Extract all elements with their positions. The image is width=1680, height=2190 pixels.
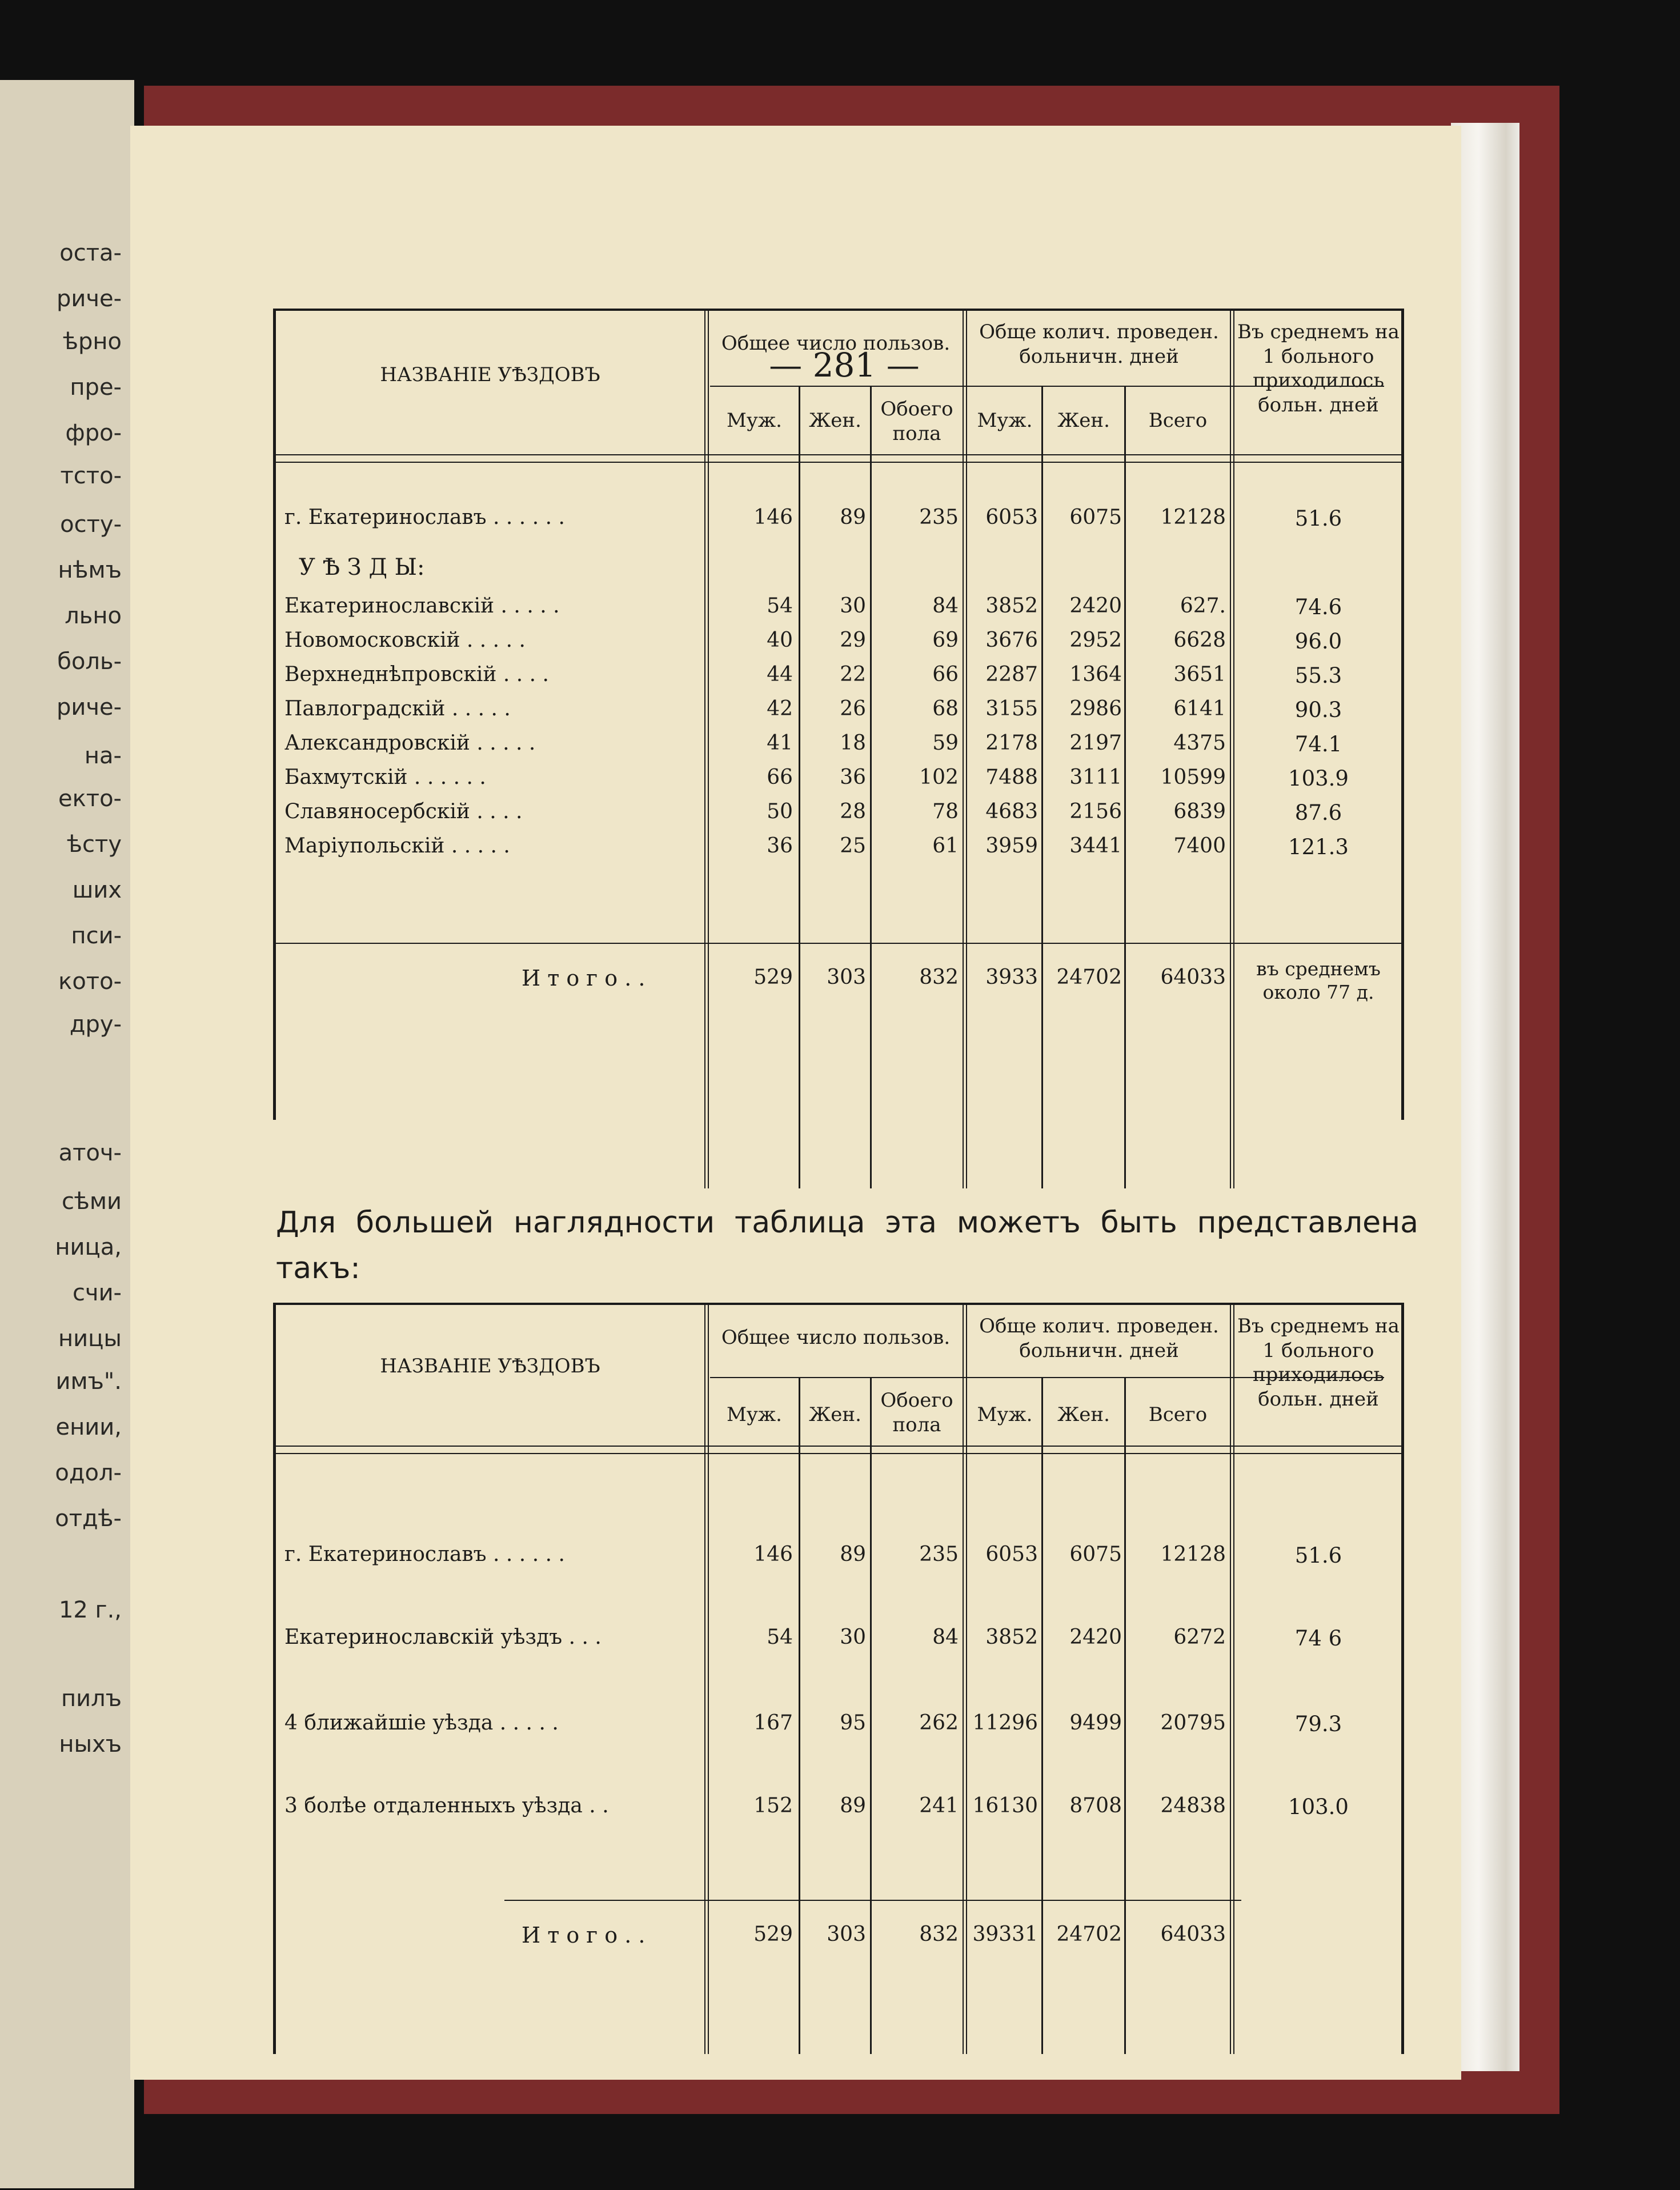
cell-total: 4375 (1173, 731, 1226, 755)
header-men-days: Муж. (977, 409, 1033, 432)
cell-men2: 3959 (985, 834, 1038, 858)
cell-women2: 1364 (1069, 663, 1122, 686)
cell-women: 30 (840, 594, 866, 618)
previous-page-fragment: имъ". (55, 1368, 122, 1395)
previous-page-fragment: оста- (59, 240, 122, 266)
header-bottom-rule-2 (273, 1453, 1404, 1454)
cell-women2: 2952 (1069, 628, 1122, 652)
previous-page-fragment: екто- (58, 786, 122, 812)
cell-avg: 55.3 (1294, 663, 1342, 688)
previous-page-fragment: на- (84, 743, 122, 769)
table-left-border (273, 1303, 276, 2054)
cell-both: 262 (919, 1711, 959, 1735)
cell-men: 66 (767, 766, 793, 789)
row-name: Бахмутскій . . . . . . (284, 766, 486, 789)
cell-men2: 3155 (985, 697, 1038, 720)
cell-men: 40 (767, 628, 793, 652)
cell-women2: 2986 (1069, 697, 1122, 720)
col-divider (1230, 309, 1234, 1188)
total-both: 832 (919, 966, 959, 989)
total-average: въ среднемъ около 77 д. (1256, 958, 1381, 1004)
total-label: И т о г о . . (522, 966, 645, 991)
cell-women2: 2197 (1069, 731, 1122, 755)
row-name: Верхнеднѣпровскій . . . . (284, 663, 549, 686)
cell-avg: 96.0 (1294, 629, 1342, 654)
cell-women: 25 (840, 834, 866, 858)
previous-page-fragment: ѣрно (63, 329, 122, 355)
cell-men: 167 (753, 1711, 793, 1735)
cell-men: 54 (767, 594, 793, 618)
previous-page-fragment: ницы (58, 1326, 122, 1352)
cell-total: 12128 (1160, 506, 1226, 529)
cell-men: 54 (767, 1626, 793, 1649)
cell-avg: 74 6 (1294, 1626, 1342, 1651)
header-total-days: Всего (1148, 409, 1208, 432)
cell-total: 6628 (1173, 628, 1226, 652)
row-name: Александровскій . . . . . (284, 731, 536, 755)
header-bottom-rule (273, 454, 1404, 455)
previous-page-fragment: дру- (69, 1011, 122, 1038)
cell-men: 146 (753, 506, 793, 529)
body-paragraph: Для большей наглядности таблица эта можетъ быть представлена такъ: (276, 1206, 1418, 1286)
previous-page-fragment: пре- (70, 374, 122, 401)
previous-page-fragment: ница, (55, 1234, 122, 1260)
cell-total: 10599 (1160, 766, 1226, 789)
cell-women: 28 (840, 800, 866, 823)
cell-men: 41 (767, 731, 793, 755)
total-men: 529 (753, 1923, 793, 1946)
table-top-rule (273, 309, 1404, 311)
cell-avg: 121.3 (1288, 835, 1349, 859)
cell-women: 89 (840, 1543, 866, 1566)
cell-women: 26 (840, 697, 866, 720)
cell-both: 68 (932, 697, 959, 720)
total-women-days: 24702 (1056, 1923, 1122, 1946)
col-divider (704, 309, 709, 1188)
previous-page-edge (0, 80, 134, 2188)
total-men-days: 3933 (985, 966, 1038, 989)
header-women-days: Жен. (1057, 409, 1110, 432)
header-both: Обоего пола (880, 1389, 953, 1436)
col-divider (963, 1303, 967, 2054)
header-average: Въ среднемъ на 1 больного приходилось больн. дней (1237, 321, 1400, 417)
cell-men2: 3676 (985, 628, 1038, 652)
cell-men2: 4683 (985, 800, 1038, 823)
previous-page-fragment: нѣмъ (58, 557, 122, 583)
header-name: НАЗВАНIЕ УѢЗДОВЪ (380, 363, 600, 386)
total-men-days: 39331 (972, 1923, 1038, 1946)
previous-page-fragment: риче- (56, 286, 122, 312)
previous-page-fragment: пси- (71, 923, 122, 949)
cell-men: 50 (767, 800, 793, 823)
cell-women: 29 (840, 628, 866, 652)
cell-men2: 16130 (972, 1794, 1038, 1817)
header-bottom-rule (273, 1446, 1404, 1447)
cell-men: 152 (753, 1794, 793, 1817)
cell-women: 95 (840, 1711, 866, 1735)
cell-women2: 3111 (1069, 766, 1122, 789)
cell-total: 20795 (1160, 1711, 1226, 1735)
header-group-days: Обще колич. проведен. больничн. дней (979, 1315, 1219, 1362)
total-total-days: 64033 (1160, 1923, 1226, 1946)
table-right-border (1401, 1303, 1404, 2054)
cell-women: 18 (840, 731, 866, 755)
previous-page-fragment: одол- (55, 1460, 122, 1486)
header-women: Жен. (809, 409, 861, 432)
previous-page-fragment: отдѣ- (55, 1506, 122, 1532)
cell-women: 36 (840, 766, 866, 789)
cell-women2: 6075 (1069, 1543, 1122, 1566)
cell-women2: 2156 (1069, 800, 1122, 823)
cell-both: 235 (919, 1543, 959, 1566)
cell-men2: 11296 (972, 1711, 1038, 1735)
header-women: Жен. (809, 1403, 861, 1426)
cell-both: 102 (919, 766, 959, 789)
cell-avg: 79.3 (1294, 1712, 1342, 1736)
cell-both: 84 (932, 1626, 959, 1649)
cell-women: 30 (840, 1626, 866, 1649)
previous-page-fragment: тсто- (60, 463, 122, 489)
cell-avg: 87.6 (1294, 800, 1342, 825)
cell-total: 3651 (1173, 663, 1226, 686)
col-divider (963, 309, 967, 1188)
cell-total: 6839 (1173, 800, 1226, 823)
total-top-rule (504, 1900, 1241, 1901)
header-group-patients: Общее число пользов. (721, 332, 951, 355)
row-name: Новомосковскій . . . . . (284, 628, 526, 652)
total-women: 303 (827, 1923, 866, 1946)
cell-avg: 51.6 (1294, 506, 1342, 531)
cell-women2: 8708 (1069, 1794, 1122, 1817)
previous-page-fragment: боль- (57, 648, 122, 675)
previous-page-fragment: ѣсту (67, 831, 122, 858)
cell-women: 89 (840, 506, 866, 529)
header-women-days: Жен. (1057, 1403, 1110, 1426)
cell-total: 627. (1180, 594, 1226, 618)
section-label: У Ѣ З Д Ы: (299, 554, 425, 580)
cell-men2: 3852 (985, 594, 1038, 618)
statistics-table-2 (264, 1180, 1407, 2054)
cell-men: 146 (753, 1543, 793, 1566)
previous-page-fragment: аточ- (58, 1140, 122, 1166)
previous-page-fragment: ших (72, 877, 122, 903)
cell-both: 241 (919, 1794, 959, 1817)
cell-men2: 3852 (985, 1626, 1038, 1649)
cell-avg: 74.6 (1294, 595, 1342, 619)
book-page (130, 126, 1461, 2080)
previous-page-fragment: счи- (72, 1280, 122, 1306)
header-total-days: Всего (1148, 1403, 1208, 1426)
table-top-rule (273, 1303, 1404, 1305)
total-women: 303 (827, 966, 866, 989)
cell-women2: 2420 (1069, 594, 1122, 618)
total-top-rule (273, 943, 1404, 944)
previous-page-fragment: риче- (56, 694, 122, 720)
cell-both: 84 (932, 594, 959, 618)
previous-page-fragment: льно (65, 603, 122, 629)
row-name: г. Екатеринославъ . . . . . . (284, 506, 565, 529)
header-group-days: Обще колич. проведен. больничн. дней (979, 321, 1219, 368)
cell-women2: 2420 (1069, 1626, 1122, 1649)
total-label: И т о г о . . (522, 1923, 645, 1948)
cell-both: 59 (932, 731, 959, 755)
cell-total: 12128 (1160, 1543, 1226, 1566)
row-name: Екатеринославскій . . . . . (284, 594, 560, 618)
cell-women: 89 (840, 1794, 866, 1817)
row-name: Славяносербскій . . . . (284, 800, 523, 823)
cell-avg: 103.9 (1288, 766, 1349, 791)
statistics-table-1 (264, 309, 1407, 1188)
previous-page-fragment: 12 г., (58, 1597, 122, 1623)
cell-total: 24838 (1160, 1794, 1226, 1817)
previous-page-fragment: кото- (58, 968, 122, 995)
cell-men2: 6053 (985, 506, 1038, 529)
cell-both: 69 (932, 628, 959, 652)
cell-total: 7400 (1173, 834, 1226, 858)
header-group-patients: Общее число пользов. (721, 1326, 951, 1349)
cell-men: 44 (767, 663, 793, 686)
previous-page-fragment: сѣми (61, 1188, 122, 1215)
cell-both: 235 (919, 506, 959, 529)
cell-both: 78 (932, 800, 959, 823)
header-average: Въ среднемъ на 1 больного приходилось больн. дней (1237, 1315, 1400, 1411)
page-block-edge (1451, 123, 1519, 2071)
cell-women2: 6075 (1069, 506, 1122, 529)
row-name: Павлоградскій . . . . . (284, 697, 511, 720)
previous-page-fragment: ении, (55, 1414, 122, 1440)
cell-total: 6272 (1173, 1626, 1226, 1649)
cell-men2: 6053 (985, 1543, 1038, 1566)
row-name: 4 ближайшіе уѣзда . . . . . (284, 1711, 559, 1735)
col-divider (704, 1303, 709, 2054)
total-total-days: 64033 (1160, 966, 1226, 989)
total-women-days: 24702 (1056, 966, 1122, 989)
previous-page-fragment: ныхъ (59, 1731, 122, 1757)
row-name: 3 болѣе отдаленныхъ уѣзда . . (284, 1794, 609, 1817)
cell-avg: 103.0 (1288, 1795, 1349, 1819)
page-number: — 281 — (769, 346, 920, 385)
previous-page-fragment: осту- (60, 511, 122, 538)
cell-avg: 51.6 (1294, 1543, 1342, 1568)
cell-both: 66 (932, 663, 959, 686)
header-men: Муж. (727, 1403, 782, 1426)
cell-avg: 90.3 (1294, 698, 1342, 722)
cell-total: 6141 (1173, 697, 1226, 720)
header-name: НАЗВАНIЕ УѢЗДОВЪ (380, 1355, 600, 1378)
previous-page-fragment: фро- (65, 420, 122, 446)
total-both: 832 (919, 1923, 959, 1946)
previous-page-fragment: пилъ (61, 1685, 122, 1712)
header-bottom-rule-2 (273, 462, 1404, 463)
cell-women: 22 (840, 663, 866, 686)
table-left-border (273, 309, 276, 1120)
cell-men: 36 (767, 834, 793, 858)
row-name: Маріупольскій . . . . . (284, 834, 510, 858)
cell-men2: 2287 (985, 663, 1038, 686)
table-right-border (1401, 309, 1404, 1120)
header-both: Обоего пола (880, 398, 953, 445)
header-men: Муж. (727, 409, 782, 432)
row-name: г. Екатеринославъ . . . . . . (284, 1543, 565, 1566)
cell-both: 61 (932, 834, 959, 858)
total-men: 529 (753, 966, 793, 989)
col-divider (1230, 1303, 1234, 2054)
row-name: Екатеринославскій уѣздъ . . . (284, 1626, 602, 1649)
header-men-days: Муж. (977, 1403, 1033, 1426)
cell-women2: 3441 (1069, 834, 1122, 858)
cell-men: 42 (767, 697, 793, 720)
cell-men2: 7488 (985, 766, 1038, 789)
cell-women2: 9499 (1069, 1711, 1122, 1735)
cell-men2: 2178 (985, 731, 1038, 755)
cell-avg: 74.1 (1294, 732, 1342, 756)
